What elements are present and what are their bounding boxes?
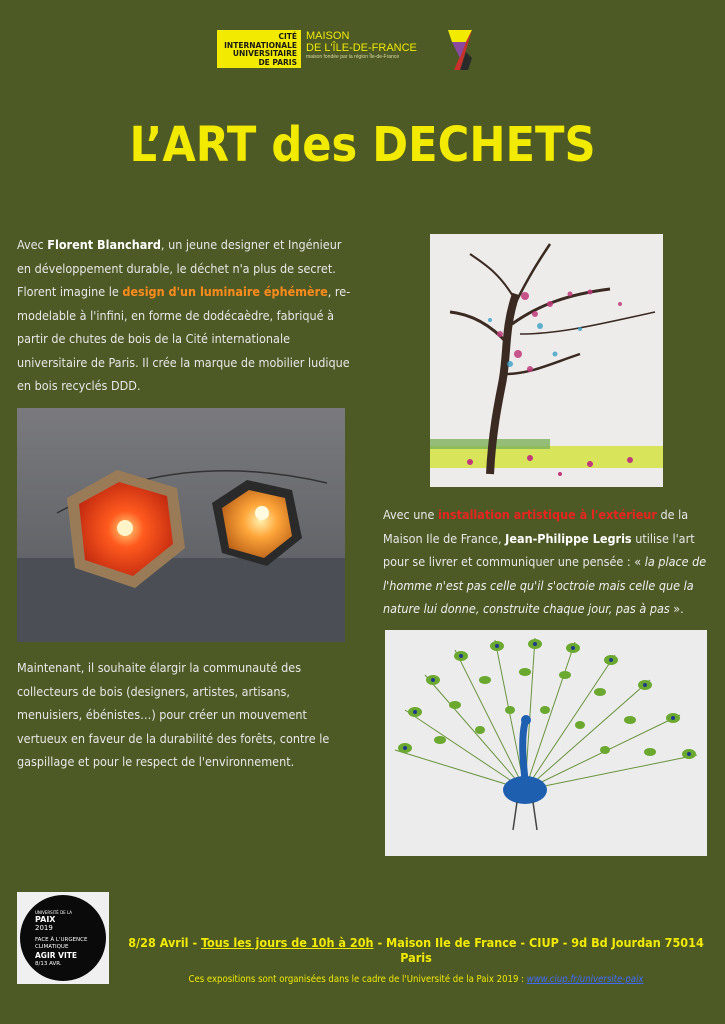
footer-note (112, 974, 720, 985)
event-date: 8/28 Avril (128, 935, 189, 950)
universite-paix-link[interactable]: www.ciup.fr/universite-paix (526, 974, 644, 985)
text: Avec une (383, 507, 439, 522)
universite-paix-badge (17, 892, 109, 984)
ciup-logo-line: UNIVERSITAIRE (232, 49, 297, 58)
paragraph-florent (17, 233, 352, 398)
ciup-logo (217, 30, 301, 68)
badge-text: FACE À L'URGENCE (35, 937, 88, 943)
mif-logo-sub: maison fondée par la région Île-de-France (306, 54, 400, 60)
badge-text: 2019 (35, 924, 53, 932)
text: - (188, 935, 202, 950)
ciup-logo-line: CITÉ (278, 32, 297, 41)
lamps-photo (17, 408, 345, 642)
badge-text: AGIR VITE (35, 951, 77, 960)
event-info-line (112, 935, 720, 965)
paragraph-community: Maintenant, il souhaite élargir la communauté des collecteurs de bois (designers, artistes, artisans, menuisiers, ébénistes…) pour créer un mouvement vertueux en faveur de la durabilité des forêts, contre le gaspillage et pour le respect de l'environnement. (17, 660, 330, 769)
event-location: - Maison Ile de France - CIUP - 9d Bd Jourdan 75014 Paris (373, 935, 704, 965)
text: ». (669, 601, 684, 616)
maison-ile-de-france-logo (306, 30, 446, 70)
text: Avec (17, 237, 48, 252)
peacock-artwork-photo (385, 630, 707, 856)
badge-text: 8/13 AVR. (35, 961, 62, 967)
text: de la Maison Ile de France, (383, 507, 689, 546)
text: Ces expositions sont organisées dans le cadre de l'Université de la Paix 2019 : (188, 974, 527, 985)
page-title: L’ART des DECHETS (129, 117, 596, 173)
highlight-text: installation artistique à l'extérieur (438, 507, 657, 522)
text: utilise l'art pour se livrer et communiquer une pensée : « (383, 530, 695, 569)
mif-logo-line1: MAISON (306, 30, 350, 42)
artist-name: Florent Blanchard (47, 237, 161, 252)
text: , un jeune designer et Ingénieur en développement durable, le déchet n'a plus de secret. Florent imagine le (17, 237, 342, 299)
badge-text: PAIX (35, 915, 56, 924)
badge-text: UNIVERSITÉ DE LA (35, 910, 73, 915)
quote-text: la place de l'homme n'est pas celle qu'il s'octroie mais celle que la nature lui donne, construite chaque jour, pas à pas (383, 554, 707, 616)
ciup-logo-line: DE PARIS (258, 57, 297, 67)
tree-artwork-photo (430, 234, 663, 487)
event-hours: Tous les jours de 10h à 20h (201, 935, 374, 950)
badge-text: CLIMATIQUE (35, 944, 69, 950)
seven-logo-icon (446, 28, 474, 72)
paragraph-legris (383, 503, 708, 621)
artist-name: Jean-Philippe Legris (505, 530, 632, 546)
mif-logo-line2: DE L'ÎLE-DE-FRANCE (306, 42, 417, 54)
highlight-text: design d'un luminaire éphémère (122, 284, 328, 299)
ciup-logo-line: INTERNATIONALE (224, 40, 297, 50)
text: , re-modelable à l'infini, en forme de dodécaèdre, fabriqué à partir de chutes de bois de la Cité internationale universitaire de Paris. Il crée la marque de mobilier ludique en bois recyclés DDD. (17, 284, 351, 393)
